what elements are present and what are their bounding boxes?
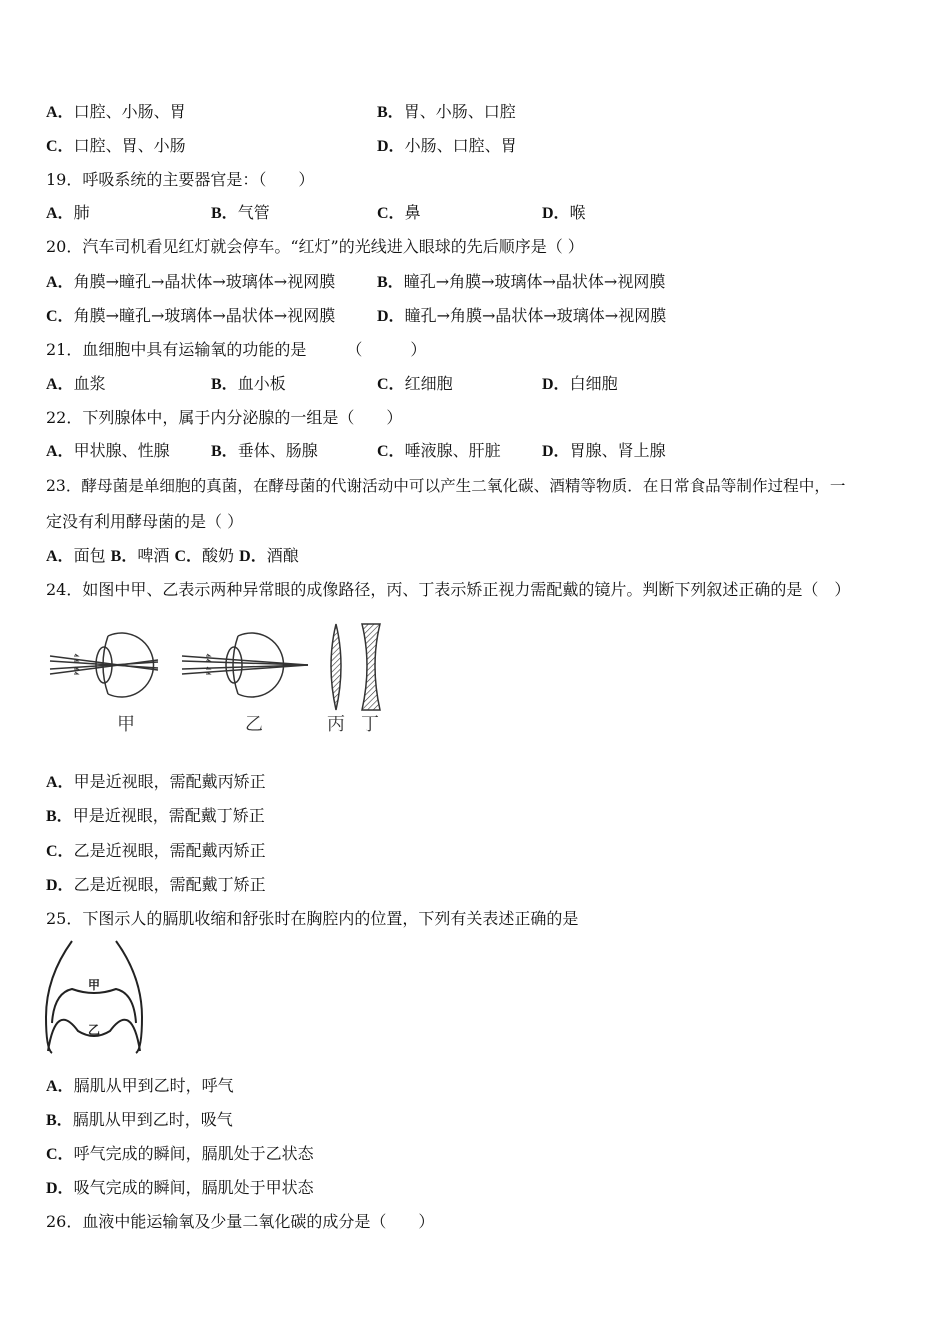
prev-option-c[interactable]: C．口腔、胃、小肠 [46, 136, 186, 155]
q22-option-c[interactable]: C．唾液腺、肝脏 [377, 441, 501, 460]
q23-options [46, 546, 299, 567]
q21-stem: 21．血细胞中具有运输氧的功能的是 （ ） [46, 340, 427, 359]
q23-stem-line1: 23．酵母菌是单细胞的真菌，在酵母菌的代谢活动中可以产生二氧化碳、酒精等物质．在日常食品等制作过程中，一 [46, 477, 846, 495]
q25-option-d[interactable]: D．吸气完成的瞬间，膈肌处于甲状态 [46, 1178, 314, 1197]
q25-option-a[interactable]: A．膈肌从甲到乙时，呼气 [46, 1076, 234, 1095]
prev-option-a[interactable]: A．口腔、小肠、胃 [46, 102, 186, 121]
q23-option-c[interactable]: C．酸奶 [174, 546, 235, 565]
concave-lens-ding [362, 624, 380, 710]
q26-stem: 26．血液中能运输氧及少量二氧化碳的成分是（ ） [46, 1212, 435, 1231]
q23-option-a[interactable]: A．面包 [46, 546, 106, 565]
diaphragm-jia-curve [52, 989, 136, 1023]
q21-option-a[interactable]: A．血浆 [46, 374, 106, 393]
q25-option-c[interactable]: C．呼气完成的瞬间，膈肌处于乙状态 [46, 1144, 314, 1163]
eye-lens-figure [46, 618, 396, 740]
prev-option-b[interactable]: B．胃、小肠、口腔 [377, 102, 516, 121]
q25-stem: 25．下图示人的膈肌收缩和舒张时在胸腔内的位置，下列有关表述正确的是 [46, 909, 579, 928]
q20-option-b[interactable]: B．瞳孔→角膜→玻璃体→晶状体→视网膜 [377, 272, 666, 291]
label-yi: 乙 [245, 714, 263, 735]
q19-stem: 19．呼吸系统的主要器官是：（ ） [46, 170, 315, 189]
q19-option-d[interactable]: D．喉 [542, 203, 586, 222]
label-diaphragm-jia: 甲 [87, 978, 101, 992]
q24-option-c[interactable]: C．乙是近视眼，需配戴丙矫正 [46, 841, 266, 860]
q20-stem: 20．汽车司机看见红灯就会停车。“红灯”的光线进入眼球的先后顺序是（ ） [46, 237, 584, 256]
q23-stem-line2: 定没有利用酵母菌的是（ ） [46, 512, 244, 531]
eye-jia-diagram [50, 633, 158, 697]
q24-option-d[interactable]: D．乙是近视眼，需配戴丁矫正 [46, 875, 266, 894]
q21-option-b[interactable]: B．血小板 [211, 374, 286, 393]
q22-stem: 22．下列腺体中，属于内分泌腺的一组是（ ） [46, 408, 403, 427]
label-bing: 丙 [327, 714, 345, 735]
q20-option-d[interactable]: D．瞳孔→角膜→晶状体→玻璃体→视网膜 [377, 306, 667, 325]
q20-option-c[interactable]: C．角膜→瞳孔→玻璃体→晶状体→视网膜 [46, 306, 336, 325]
q19-option-a[interactable]: A．肺 [46, 203, 90, 222]
convex-lens-bing [331, 624, 341, 710]
label-diaphragm-yi: 乙 [87, 1023, 101, 1037]
label-jia: 甲 [117, 714, 135, 735]
q22-option-a[interactable]: A．甲状腺、性腺 [46, 441, 170, 460]
q22-option-d[interactable]: D．胃腺、肾上腺 [542, 441, 666, 460]
q19-option-b[interactable]: B．气管 [211, 203, 270, 222]
q25-option-b[interactable]: B．膈肌从甲到乙时，吸气 [46, 1110, 233, 1129]
q23-option-d[interactable]: D．酒酿 [239, 546, 299, 565]
label-ding: 丁 [361, 714, 379, 735]
prev-option-d[interactable]: D．小肠、口腔、胃 [377, 136, 517, 155]
q21-option-d[interactable]: D．白细胞 [542, 374, 618, 393]
q24-stem: 24．如图中甲、乙表示两种异常眼的成像路径，丙、丁表示矫正视力需配戴的镜片。判断下列叙述正确的是（ ） [46, 580, 851, 599]
eye-yi-diagram [182, 633, 308, 697]
q23-option-b[interactable]: B．啤酒 [110, 546, 170, 565]
q24-option-b[interactable]: B．甲是近视眼，需配戴丁矫正 [46, 806, 265, 825]
q20-option-a[interactable]: A．角膜→瞳孔→晶状体→玻璃体→视网膜 [46, 272, 336, 291]
q22-option-b[interactable]: B．垂体、肠腺 [211, 441, 318, 460]
q21-option-c[interactable]: C．红细胞 [377, 374, 453, 393]
q19-option-c[interactable]: C．鼻 [377, 203, 421, 222]
diaphragm-figure [42, 937, 146, 1057]
q24-option-a[interactable]: A．甲是近视眼，需配戴丙矫正 [46, 772, 266, 791]
